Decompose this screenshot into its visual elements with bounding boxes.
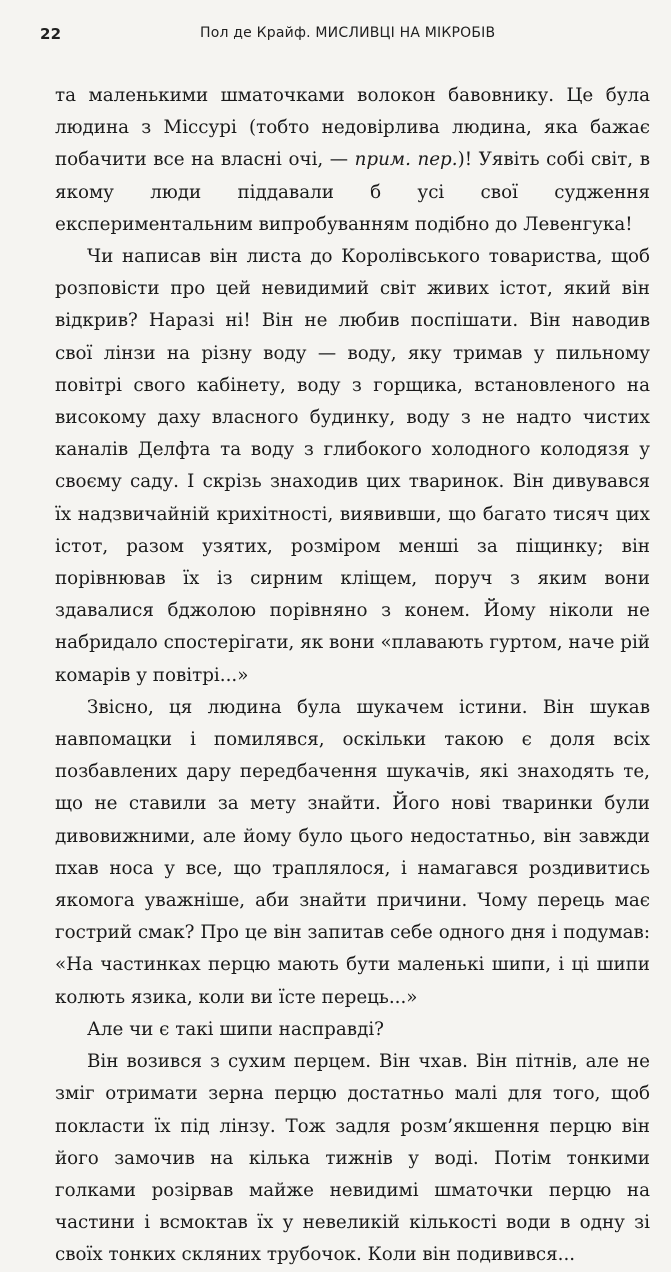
paragraph-text: та маленькими шматочками волокон бавовнику. Це була людина з Міссурі (тобто недовірлива людина, яка бажає побачити все на власні очі, — [55, 85, 650, 171]
page-header [40, 25, 660, 47]
paragraph: Він возився з сухим перцем. Він чхав. Він пітнів, але не зміг отримати зерна перцю достатньо малі для того, щоб покласти їх під лінзу. Тож задля розм’якшення перцю він його замочив на кілька тижнів у воді. Потім тонкими голками розірвав майже невидимі шматочки перцю на частини і всмоктав їх у невеликій кількості води в одну зі своїх тонких скляних трубочок. Коли він подивився... [55, 1051, 650, 1266]
paragraph: Але чи є такі шипи насправді? [87, 1018, 384, 1040]
page-number: 22 [40, 25, 62, 43]
translator-note: прим. пер. [354, 149, 458, 171]
running-head: Пол де Крайф. МИСЛИВЦІ НА МІКРОБІВ [200, 25, 496, 41]
body-text [55, 80, 650, 1272]
paragraph [55, 80, 650, 241]
paragraph-text: )! Уявіть собі світ, в якому люди піддавали б усі свої судження експериментальним випробуванням подібно до Левенгука! [55, 149, 650, 235]
paragraph: Чи написав він листа до Королівського товариства, щоб розповісти про цей невидимий світ живих істот, який він відкрив? Наразі ні! Він не любив поспішати. Він наводив свої лінзи на різну воду — воду, яку тримав у пильному повітрі свого кабінету, воду з горщика, встановленого на високому даху власного будинку, воду з не надто чистих каналів Делфта та воду з глибокого холодного колодязя у своєму саду. І скрізь знаходив цих тваринок. Він дивувався їх надзвичайній крихітності, виявивши, що багато тисяч цих істот, разом узятих, розміром менші за піщинку; він порівнював їх із сирним кліщем, поруч з яким вони здавалися бджолою порівняно з конем. Йому ніколи не набридало спостерігати, як вони «плавають гуртом, наче рій комарів у повітрі...» [55, 246, 650, 686]
paragraph: Звісно, ця людина була шукачем істини. Він шукав навпомацки і помилявся, оскільки такою є доля всіх позбавлених дару передбачення шукачів, які знаходять те, що не ставили за мету знайти. Його нові тваринки були дивовижними, але йому було цього недостатньо, він завжди пхав носа у все, що траплялося, і намагався роздивитись якомога уважніше, аби знайти причини. Чому перець має гострий смак? Про це він запитав себе одного дня і подумав: «На частинках перцю мають бути маленькі шипи, і ці шипи колють язика, коли ви їсте перець...» [55, 696, 650, 1008]
